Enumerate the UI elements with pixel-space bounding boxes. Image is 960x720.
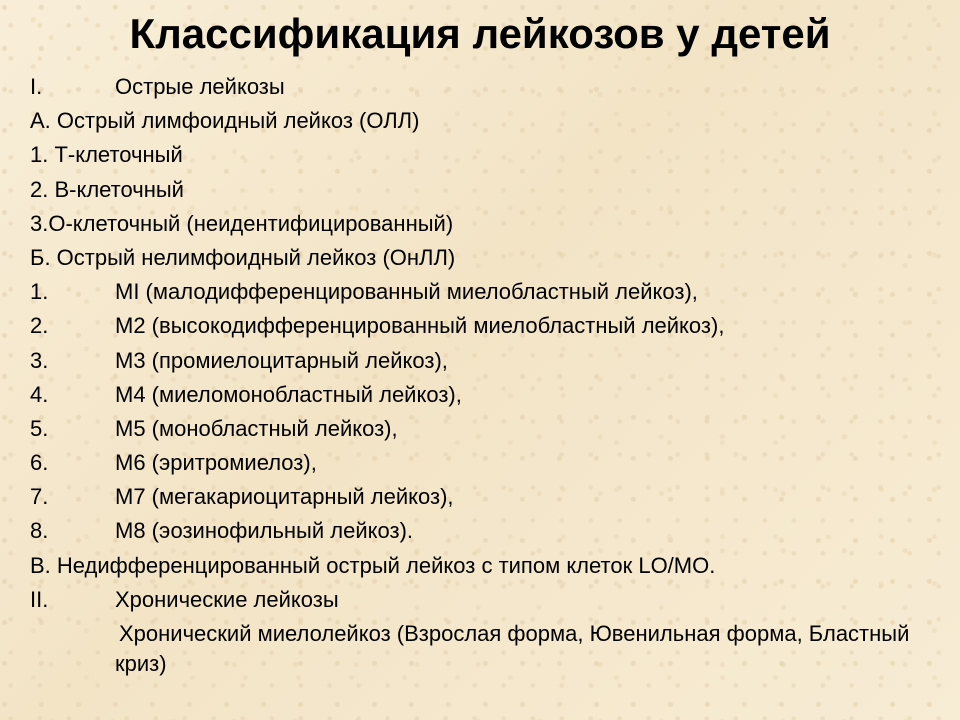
item-text: MI (малодифференцированный миелобластный лейкоз), — [115, 279, 698, 305]
list-item — [30, 138, 930, 172]
item-text: 2. В-клеточный — [30, 176, 184, 202]
item-text: М5 (монобластный лейкоз), — [115, 415, 398, 441]
list-item — [30, 514, 930, 548]
list-item — [30, 70, 930, 104]
item-text: Б. Острый нелимфоидный лейкоз (ОнЛЛ) — [30, 244, 456, 270]
item-text: В. Недифференцированный острый лейкоз с типом клеток LO/MO. — [30, 552, 716, 578]
list-item — [30, 207, 930, 241]
item-number: 2. — [30, 313, 49, 339]
list-item — [30, 583, 930, 617]
item-text: М7 (мегакариоцитарный лейкоз), — [115, 484, 454, 510]
item-number: 6. — [30, 450, 49, 476]
item-text: А. Острый лимфоидный лейкоз (ОЛЛ) — [30, 108, 420, 134]
item-text: М3 (промиелоцитарный лейкоз), — [115, 347, 448, 373]
item-number: I. — [30, 74, 43, 99]
item-number: 3. — [30, 347, 49, 373]
list-item — [30, 412, 930, 446]
item-number: 5. — [30, 415, 49, 441]
list-item — [30, 446, 930, 480]
item-text: М8 (эозинофильный лейкоз). — [115, 518, 414, 544]
list-item — [30, 104, 930, 138]
list-item — [30, 480, 930, 514]
item-number: 4. — [30, 381, 49, 407]
list-item — [30, 241, 930, 275]
item-text: Хронические лейкозы — [115, 586, 339, 612]
list-item — [30, 275, 930, 309]
item-text: 1. Т-клеточный — [30, 142, 183, 168]
list-item — [30, 344, 930, 378]
list-item — [30, 549, 930, 583]
item-text: Острые лейкозы — [115, 74, 285, 99]
item-text: М6 (эритромиелоз), — [115, 450, 317, 476]
item-text: Хронический миелолейкоз (Взрослая форма, Ювенильная форма, Бластный криз) — [115, 621, 910, 676]
slide-title: Классификация лейкозов у детей — [129, 10, 831, 57]
list-item — [30, 378, 930, 412]
item-text: М4 (миеломонобластный лейкоз), — [115, 381, 462, 407]
list-item-multiline — [30, 617, 930, 679]
list-item — [30, 309, 930, 343]
item-number: 1. — [30, 279, 49, 305]
item-text: М2 (высокодифференцированный миелобластный лейкоз), — [115, 313, 725, 339]
classification-list — [30, 70, 930, 679]
item-number: 8. — [30, 518, 49, 544]
item-text: 3.О-клеточный (неидентифицированный) — [30, 210, 454, 236]
item-number: 7. — [30, 484, 49, 510]
list-item — [30, 173, 930, 207]
item-number: II. — [30, 586, 49, 612]
